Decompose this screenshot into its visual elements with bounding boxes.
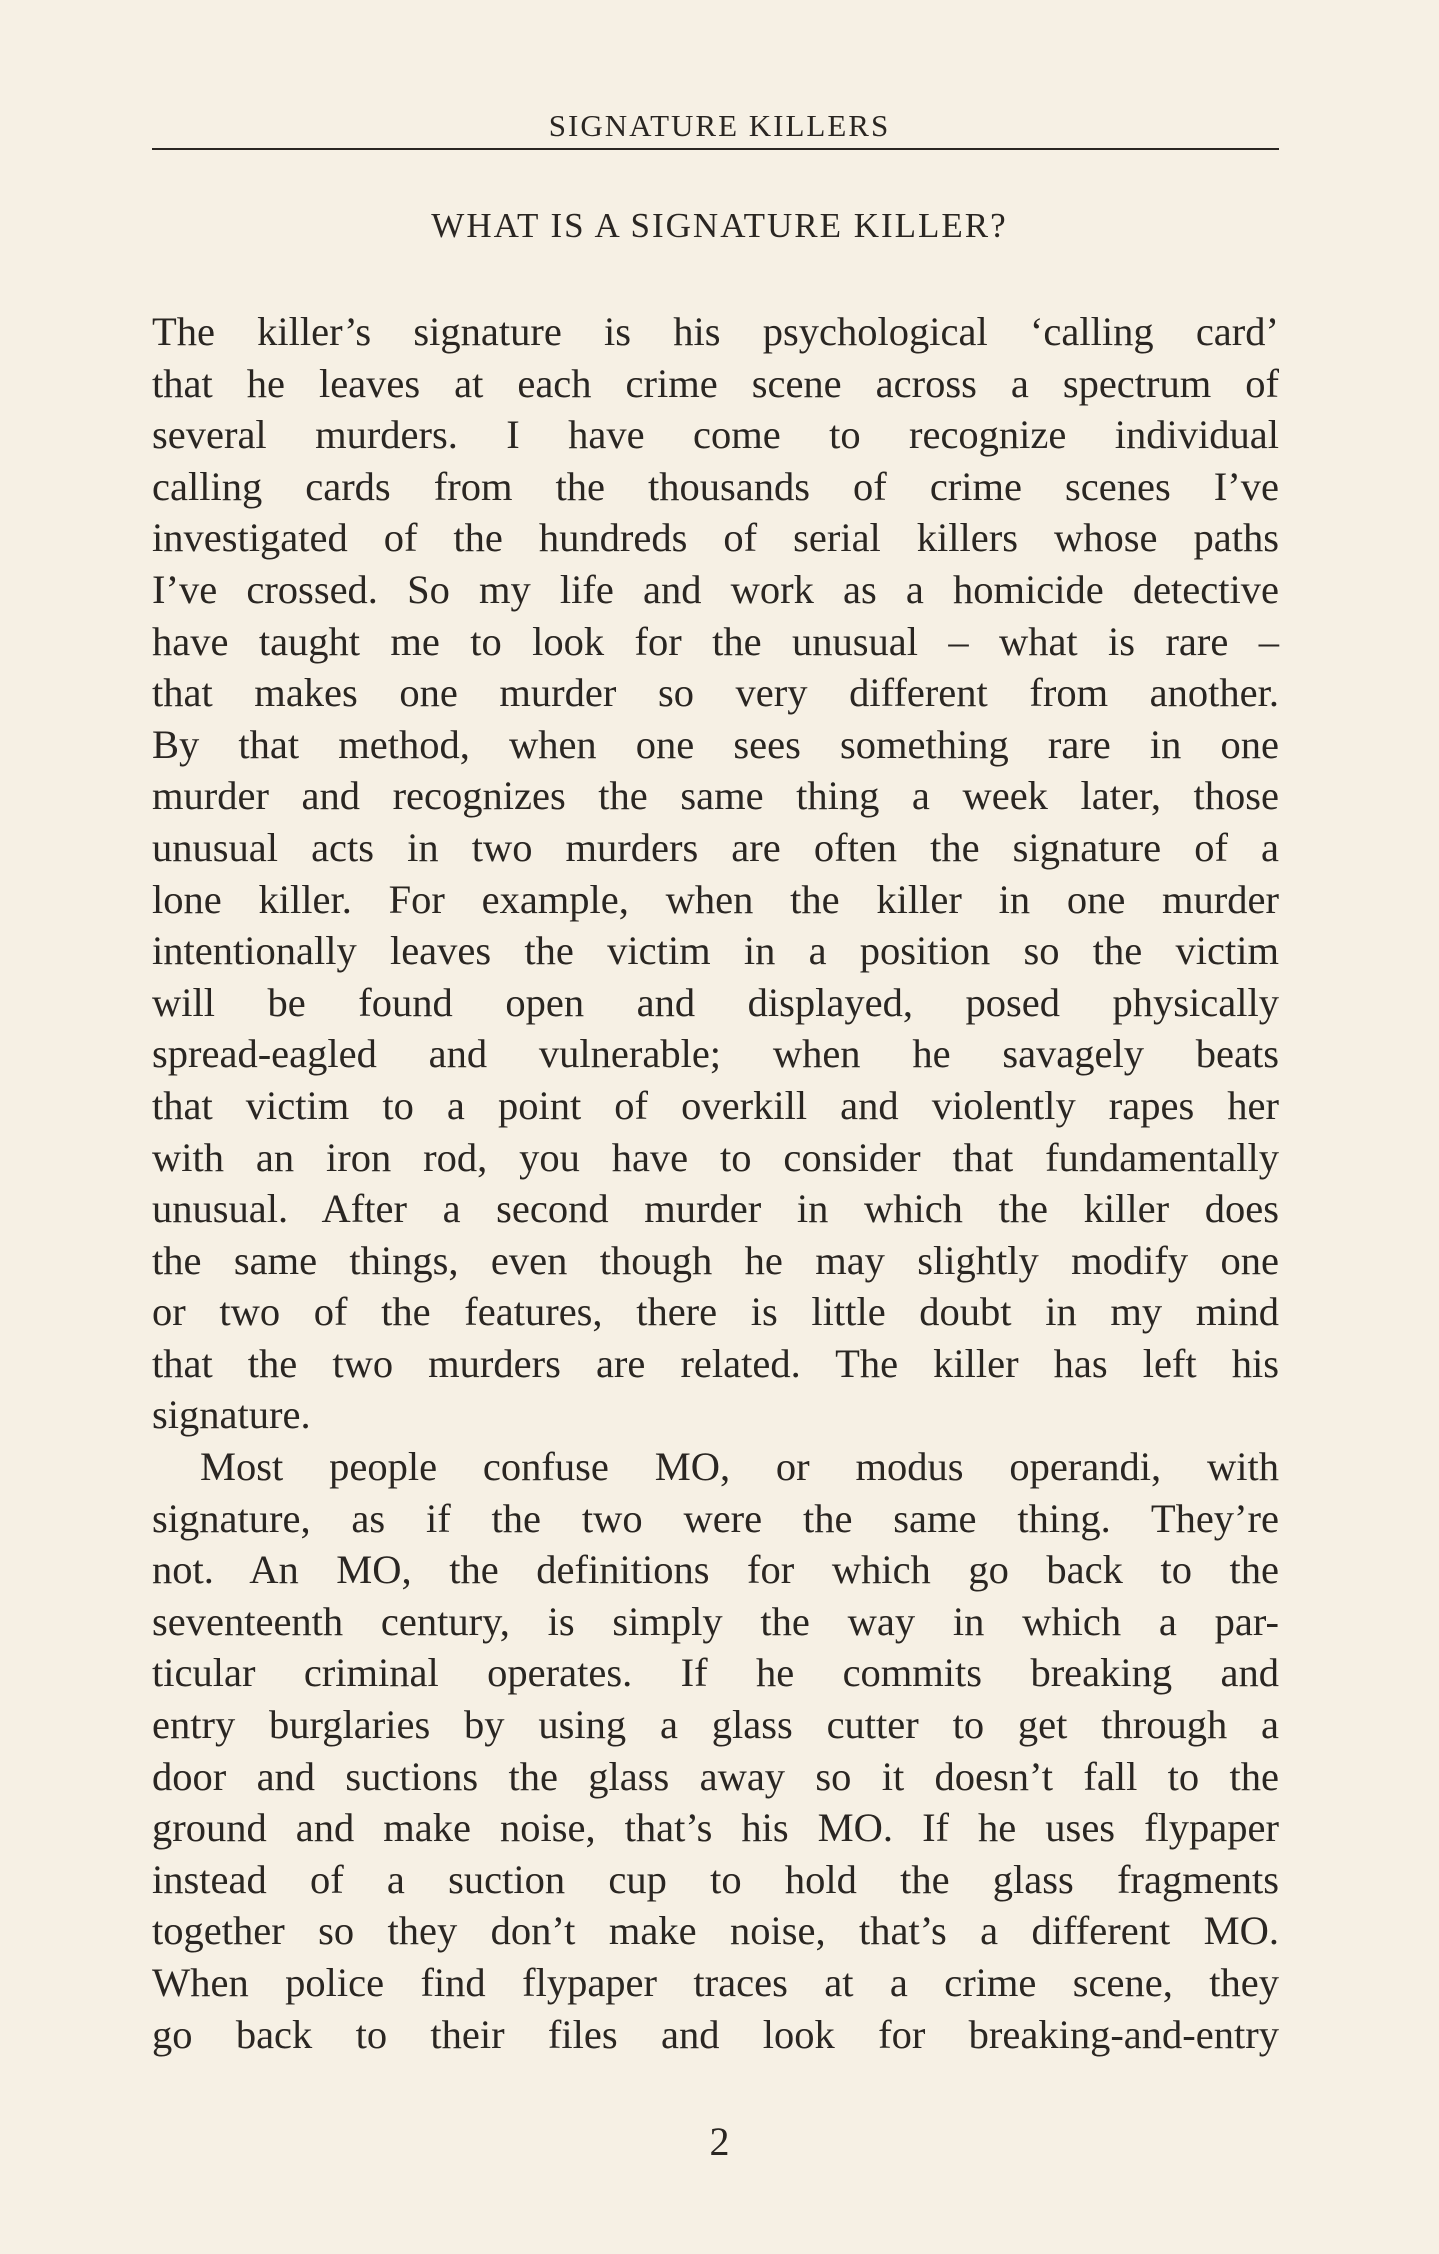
text-line: calling cards from the thousands of crime scenes I’ve (152, 463, 1279, 509)
text-line: will be found open and displayed, posed physically (152, 979, 1279, 1025)
text-line: Most people confuse MO, or modus operandi, with (200, 1444, 1279, 1490)
text-line: that he leaves at each crime scene across a spectrum of (152, 360, 1279, 406)
text-line: have taught me to look for the unusual – what is rare – (152, 618, 1279, 664)
text-line: signature, as if the two were the same thing. They’re (152, 1495, 1279, 1541)
text-line: that makes one murder so very different from another. (152, 670, 1279, 716)
text-line: with an iron rod, you have to consider that fundamentally (152, 1134, 1279, 1180)
text-line: entry burglaries by using a glass cutter to get through a (152, 1702, 1279, 1748)
text-line: ticular criminal operates. If he commits breaking and (152, 1650, 1279, 1696)
body-text (152, 306, 1279, 2060)
text-line: door and suctions the glass away so it doesn’t fall to the (152, 1753, 1279, 1799)
text-line: that the two murders are related. The killer has left his (152, 1340, 1279, 1386)
text-line: spread-eagled and vulnerable; when he savagely beats (152, 1031, 1279, 1077)
text-line: signature. (152, 1392, 311, 1438)
chapter-title: WHAT IS A SIGNATURE KILLER? (431, 206, 1008, 245)
page-number: 2 (709, 2119, 730, 2164)
text-line: I’ve crossed. So my life and work as a homicide detective (152, 566, 1279, 612)
text-line: unusual. After a second murder in which the killer does (152, 1186, 1279, 1232)
text-line: seventeenth century, is simply the way in which a par- (152, 1598, 1279, 1644)
text-line: intentionally leaves the victim in a position so the victim (152, 928, 1279, 974)
text-line: lone killer. For example, when the killer in one murder (152, 876, 1279, 922)
text-line: together so they don’t make noise, that’s a different MO. (152, 1908, 1279, 1954)
text-line: go back to their files and look for breaking-and-entry (152, 2011, 1279, 2057)
text-line: several murders. I have come to recognize individual (152, 412, 1279, 458)
text-line: When police find flypaper traces at a crime scene, they (152, 1960, 1279, 2005)
text-line: unusual acts in two murders are often the signature of a (152, 824, 1279, 870)
text-line: that victim to a point of overkill and violently rapes her (152, 1082, 1279, 1128)
text-line: the same things, even though he may slightly modify one (152, 1237, 1279, 1283)
text-line: murder and recognizes the same thing a week later, those (152, 773, 1279, 819)
running-head: SIGNATURE KILLERS (548, 108, 891, 143)
text-line: or two of the features, there is little doubt in my mind (152, 1289, 1279, 1335)
text-line: instead of a suction cup to hold the glass fragments (152, 1856, 1279, 1902)
text-line: ground and make noise, that’s his MO. If he uses flypaper (152, 1805, 1279, 1851)
header-rule (152, 148, 1279, 150)
text-line: not. An MO, the definitions for which go back to the (152, 1547, 1279, 1593)
text-line: By that method, when one sees something rare in one (152, 721, 1279, 767)
text-line: The killer’s signature is his psychological ‘calling card’ (152, 309, 1279, 354)
text-line: investigated of the hundreds of serial killers whose paths (152, 515, 1279, 561)
